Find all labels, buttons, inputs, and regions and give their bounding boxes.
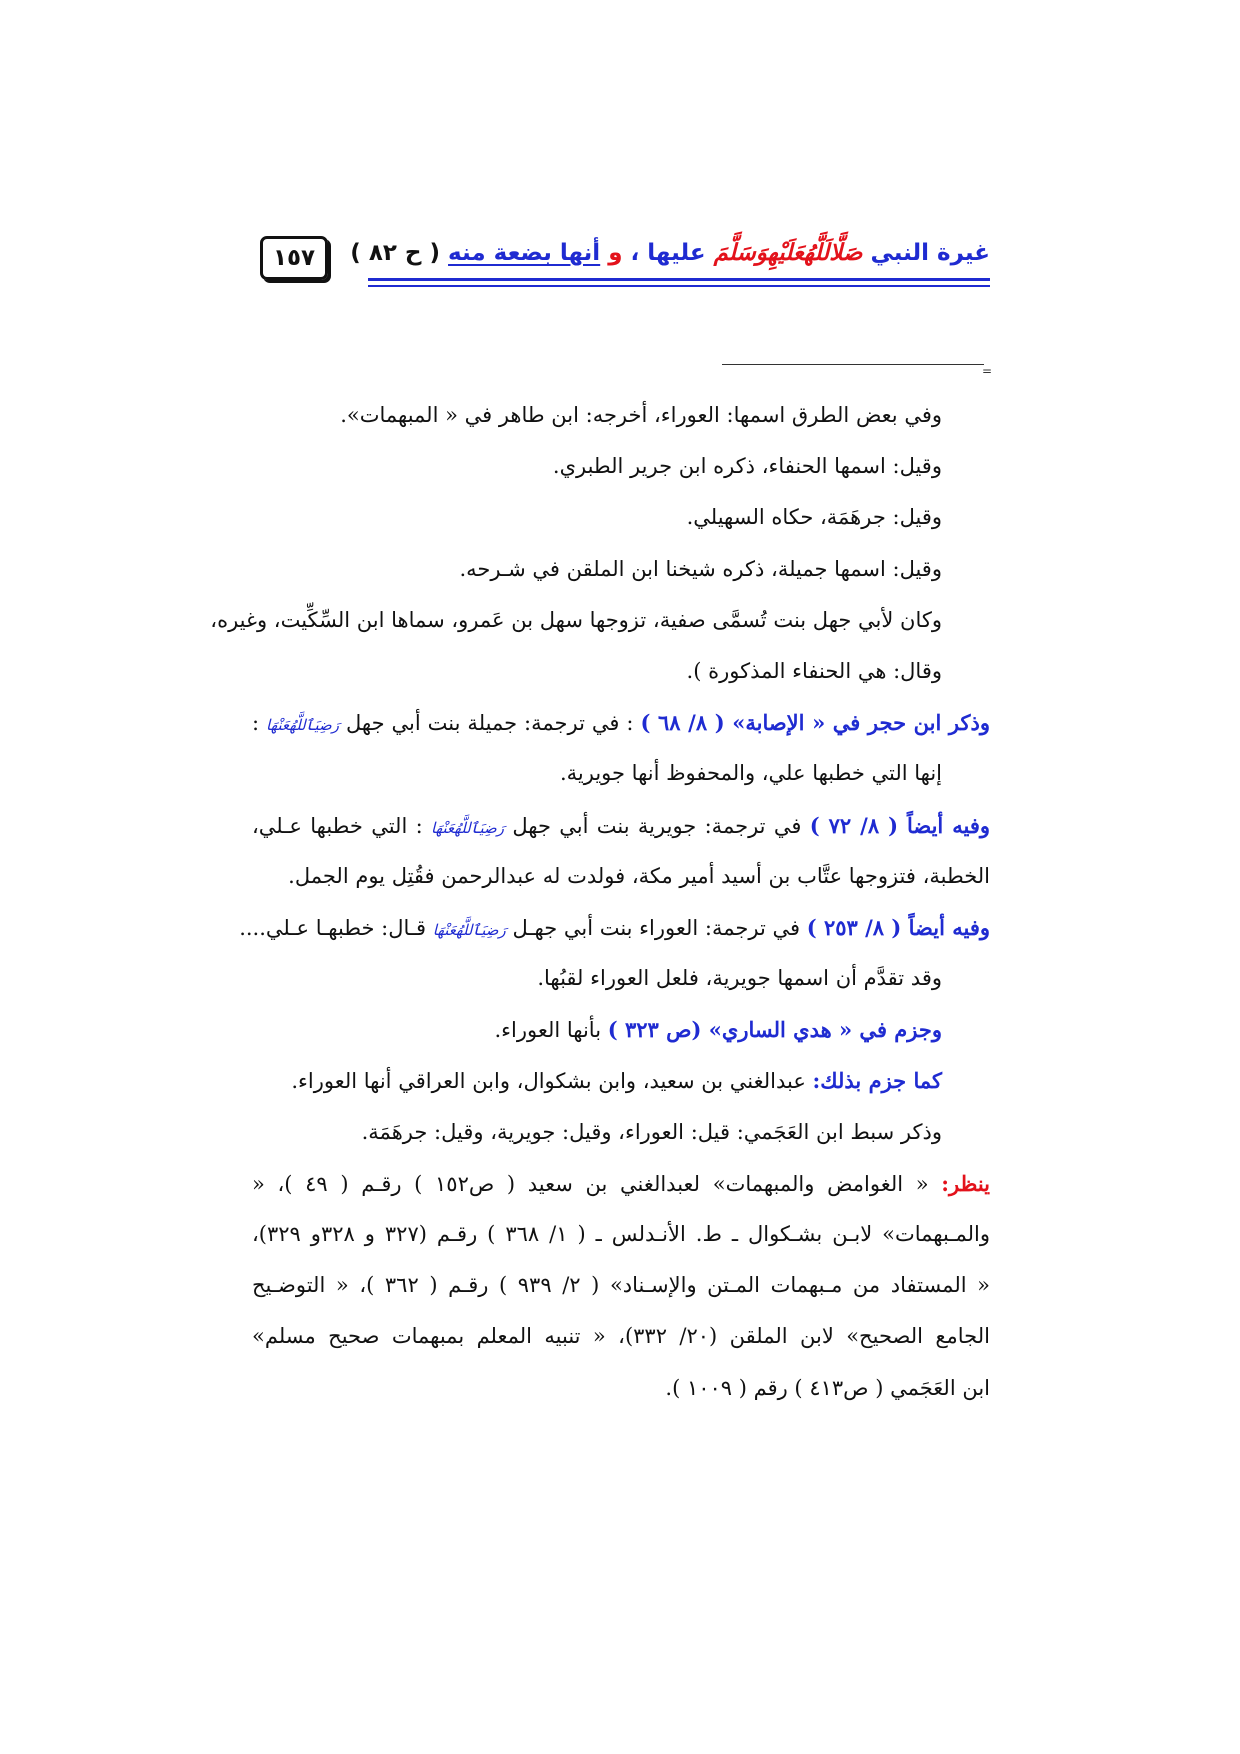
- text-line-4: وقيل: اسمها جميلة، ذكره شيخنا ابن الملقن في شـرحه.: [459, 556, 942, 581]
- text-line-18: « المستفاد من مـبهمات المـتن والإسـناد» ( ٢/ ٩٣٩ ) رقـم ( ٣٦٢ )، « التوضـيح: [252, 1273, 990, 1298]
- page-number: ١٥٧: [260, 236, 328, 280]
- citation-hady-sari: وجزم في « هدي الساري» (ص ٣٢٣ ): [607, 1017, 942, 1043]
- text-line-15: وذكر سبط ابن العَجَمي: قيل: العوراء، وقيل: جويرية، وقيل: جرهَمَة.: [361, 1119, 942, 1144]
- text-line-13-a: بأنها العوراء.: [494, 1018, 608, 1043]
- citation-isaba-253: وفيه أيضاً ( ٨/ ٢٥٣ ): [806, 914, 990, 940]
- page-header: [260, 236, 990, 306]
- text-line-17: والمـبهمات» لابـن بشـكوال ـ ط. الأنـدلس ـ ( ١/ ٣٦٨ ) رقـم (٣٢٧ و ٣٢٨و ٣٢٩)،: [252, 1222, 990, 1246]
- citation-isaba-72: وفيه أيضاً ( ٨/ ٧٢ ): [809, 812, 990, 838]
- text-line-7-a: : في ترجمة: جميلة بنت أبي جهل: [339, 711, 641, 736]
- text-line-2: وقيل: اسمها الحنفاء، ذكره ابن جرير الطبري.: [552, 454, 942, 479]
- text-line-9-a: في ترجمة: جويرية بنت أبي جهل: [504, 813, 810, 838]
- text-line-20: ابن العَجَمي ( ص٤١٣ ) رقم ( ١٠٠٩ ).: [665, 1375, 990, 1400]
- text-line-9-b: : التي خطبها عـلي،: [252, 813, 423, 838]
- text-line-7: [252, 697, 990, 748]
- citation-isaba: وذكر ابن حجر في « الإصابة» ( ٨/ ٦٨ ): [640, 710, 990, 736]
- text-line-9: [252, 800, 990, 851]
- honorific-radiyallahu-anha: رَضِيَٱللَّهُعَنْهَا: [431, 818, 505, 837]
- text-line-8: إنها التي خطبها علي، والمحفوظ أنها جويرية.: [559, 761, 942, 786]
- text-line-11-a: في ترجمة: العوراء بنت أبي جهـل: [505, 915, 807, 940]
- text-line-16: [252, 1158, 990, 1209]
- text-line-3: وقيل: جرهَمَة، حكاه السهيلي.: [686, 505, 942, 530]
- text-line-6: وقال: هي الحنفاء المذكورة ).: [686, 658, 942, 683]
- text-line-7-b: :: [252, 711, 260, 736]
- text-line-10: الخطبة، فتزوجها عتَّاب بن أسيد أمير مكة، فولدت له عبدالرحمن فقُتِل يوم الجمل.: [288, 863, 990, 888]
- text-line-13: [252, 1004, 990, 1055]
- text-line-11: [239, 902, 990, 953]
- footnote-body: [210, 390, 990, 1414]
- text-line-12: وقد تقدَّم أن اسمها جويرية، فلعل العوراء لقبُها.: [537, 966, 942, 991]
- title-part-1: غيرة النبي: [870, 240, 990, 266]
- label-kama-jazama: كما جزم بذلك:: [812, 1068, 942, 1094]
- text-line-14-a: عبدالغني بن سعيد، وابن بشكوال، وابن العراقي أنها العوراء.: [291, 1069, 813, 1094]
- text-line-16-a: « الغوامض والمبهمات» لعبدالغني بن سعيد ( ص١٥٢ ) رقـم ( ٤٩ )، «: [252, 1171, 929, 1196]
- title-part-3: أنها بضعة منه: [448, 240, 601, 266]
- chapter-title: [350, 240, 990, 266]
- title-part-2: عليها ،: [630, 240, 706, 266]
- title-and: و: [608, 240, 623, 266]
- text-line-11-b: قـال: خطبهـا عـلي....: [239, 915, 433, 940]
- title-honorific: صَلَّالَلَّهُعَلَيْهِوَسَلَّمَ: [713, 240, 863, 266]
- text-line-19: الجامع الصحيح» لابن الملقن (٢٠/ ٣٣٢)، « تنبيه المعلم بمبهمات صحيح مسلم»: [252, 1324, 990, 1349]
- footnote-separator: [722, 364, 984, 365]
- honorific-radiyallahu-anha: رَضِيَٱللَّهُعَنْهَا: [432, 920, 506, 939]
- footnote-continuation-mark: =: [982, 364, 993, 378]
- header-rule-bottom: [368, 285, 990, 287]
- text-line-1: وفي بعض الطرق اسمها: العوراء، أخرجه: ابن طاهر في « المبهمات».: [340, 403, 942, 427]
- text-line-14: [252, 1055, 990, 1106]
- label-yunzar: ينظر:: [941, 1170, 990, 1196]
- text-line-5: وكان لأبي جهل بنت تُسمَّى صفية، تزوجها سهل بن عَمرو، سماها ابن السِّكِّيت، وغيره،: [210, 607, 942, 632]
- header-rule-top: [368, 278, 990, 281]
- title-reference: ( ح ٨٢ ): [350, 240, 441, 266]
- honorific-radiyallahu-anha: رَضِيَٱللَّهُعَنْهَا: [266, 716, 340, 735]
